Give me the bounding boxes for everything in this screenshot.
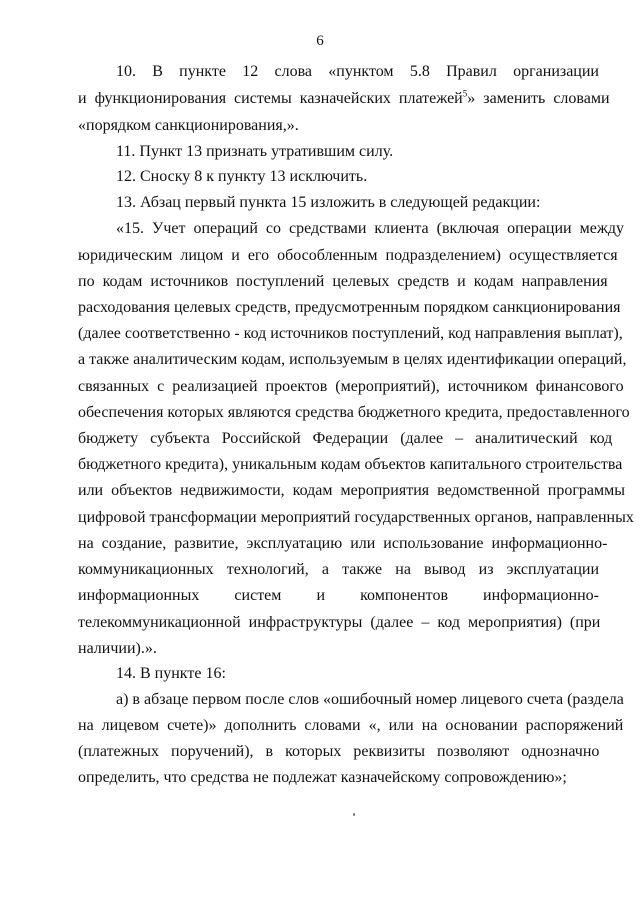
paragraph-10-line-2 <box>78 88 610 109</box>
quote-line-2: юридическим лицом и его обособленным подразделением) осуществляется <box>78 247 618 264</box>
paragraph-10-line-2-tail: » заменить словами <box>467 90 610 107</box>
paragraph-10-line-3: «порядком санкционирования,». <box>78 117 299 134</box>
quote-line-6: а также аналитическим кодам, используемым в целях идентификации операций, <box>78 351 627 368</box>
scan-speck <box>353 813 355 816</box>
quote-line-15: информационных систем и компонентов информационно- <box>78 587 599 604</box>
quote-line-1: «15. Учет операций со средствами клиента (включая операции между <box>116 220 625 237</box>
paragraph-10-line-1: 10. В пункте 12 слова «пунктом 5.8 Правил организации <box>116 63 599 80</box>
subitem-a-line-2: на лицевом счете)» дополнить словами «, или на основании распоряжений <box>78 717 624 734</box>
quote-line-4: расходования целевых средств, предусмотренным порядком санкционирования <box>78 299 621 316</box>
quote-line-3: по кодам источников поступлений целевых средств и кодам направления <box>78 273 608 290</box>
page-number: 6 <box>316 33 324 49</box>
footnote-marker: 5 <box>462 88 468 99</box>
quote-line-10: бюджетного кредита), уникальным кодам объектов капитального строительства <box>78 456 623 473</box>
subitem-a-line-1: а) в абзаце первом после слов «ошибочный номер лицевого счета (раздела <box>116 691 624 708</box>
paragraph-13: 13. Абзац первый пункта 15 изложить в следующей редакции: <box>116 194 541 211</box>
paragraph-14: 14. В пункте 16: <box>116 665 226 682</box>
quote-line-14: коммуникационных технологий, а также на вывод из эксплуатации <box>78 561 599 578</box>
quote-line-16: телекоммуникационной инфраструктуры (далее – код мероприятия) (при <box>78 614 601 631</box>
quote-line-7: связанных с реализацией проектов (мероприятий), источником финансового <box>78 378 624 395</box>
quote-line-12: цифровой трансформации мероприятий государственных органов, направленных <box>78 509 634 526</box>
quote-line-13: на создание, развитие, эксплуатацию или использование информационно- <box>78 535 608 552</box>
quote-line-5: (далее соответственно - код источников поступлений, код направления выплат), <box>78 325 623 342</box>
paragraph-11: 11. Пункт 13 признать утратившим силу. <box>116 143 394 160</box>
quote-line-17: наличии).». <box>78 640 157 657</box>
quote-line-9: бюджету субъекта Российской Федерации (далее – аналитический код <box>78 430 613 447</box>
quote-line-8: обеспечения которых являются средства бюджетного кредита, предоставленного <box>78 404 630 421</box>
paragraph-12: 12. Сноску 8 к пункту 13 исключить. <box>116 168 368 185</box>
subitem-a-line-4: определить, что средства не подлежат казначейскому сопровождению»; <box>78 769 567 786</box>
paragraph-10-line-2-text: и функционирования системы казначейских платежей <box>78 90 463 107</box>
quote-line-11: или объектов недвижимости, кодам мероприятия ведомственной программы <box>78 482 626 499</box>
subitem-a-line-3: (платежных поручений), в которых реквизиты позволяют однозначно <box>78 743 600 760</box>
